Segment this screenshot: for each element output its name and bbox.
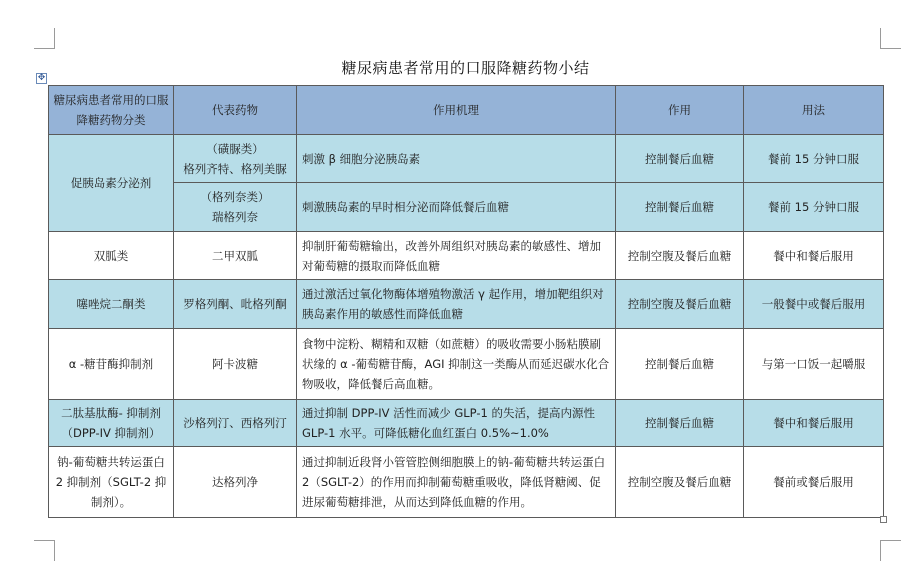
cell-effect: 控制餐后血糖	[616, 400, 744, 447]
cell-mechanism: 通过激活过氧化物酶体增殖物激活 γ 起作用，增加靶组织对胰岛素作用的敏感性而降低血糖	[297, 280, 616, 329]
cell-drugs: 二甲双胍	[174, 232, 297, 280]
cell-usage: 一般餐中或餐后服用	[744, 280, 884, 329]
cell-effect: 控制餐后血糖	[616, 329, 744, 400]
cell-effect: 控制餐后血糖	[616, 183, 744, 232]
cell-mechanism: 通过抑制 DPP-IV 活性而减少 GLP-1 的失活，提高内源性 GLP-1 水平。可降低糖化血红蛋白 0.5%~1.0%	[297, 400, 616, 447]
cell-effect: 控制餐后血糖	[616, 135, 744, 183]
cell-mechanism: 抑制肝葡萄糖输出，改善外周组织对胰岛素的敏感性、增加对葡萄糖的摄取而降低血糖	[297, 232, 616, 280]
header-effect: 作用	[616, 86, 744, 135]
crop-mark-top-left	[34, 28, 55, 49]
drugs-text: （格列奈类） 瑞格列奈	[200, 190, 270, 224]
drugs-text: （磺脲类） 格列齐特、格列美脲	[183, 141, 287, 176]
crop-mark-top-right	[880, 28, 901, 49]
cell-category: 双胍类	[49, 232, 174, 280]
table-move-handle-icon[interactable]: ✥	[37, 73, 46, 83]
table-row	[49, 400, 884, 447]
header-usage: 用法	[744, 86, 884, 135]
table-row	[49, 232, 884, 280]
cell-usage: 与第一口饭一起嚼服	[744, 329, 884, 400]
cell-mechanism: 通过抑制近段肾小管管腔侧细胞膜上的钠-葡萄糖共转运蛋白 2（SGLT-2）的作用而抑制葡萄糖重吸收，降低肾糖阈、促进尿葡萄糖排泄，从而达到降低血糖的作用。	[297, 447, 616, 518]
header-drugs: 代表药物	[174, 86, 297, 135]
cell-usage: 餐前或餐后服用	[744, 447, 884, 518]
cell-drugs: 沙格列汀、西格列汀	[174, 400, 297, 447]
drug-summary-table	[48, 85, 884, 518]
cell-drugs: 阿卡波糖	[174, 329, 297, 400]
cell-drugs: 达格列净	[174, 447, 297, 518]
cell-effect: 控制空腹及餐后血糖	[616, 447, 744, 518]
cell-usage: 餐前 15 分钟口服	[744, 183, 884, 232]
cell-mechanism: 刺激胰岛素的早时相分泌而降低餐后血糖	[297, 183, 616, 232]
header-mechanism: 作用机理	[297, 86, 616, 135]
table-row	[49, 447, 884, 518]
table-row	[49, 280, 884, 329]
cell-effect: 控制空腹及餐后血糖	[616, 232, 744, 280]
crop-mark-bottom-right	[880, 540, 901, 561]
cell-drugs	[174, 135, 297, 183]
cell-drugs: 罗格列酮、吡格列酮	[174, 280, 297, 329]
cell-mechanism: 刺激 β 细胞分泌胰岛素	[297, 135, 616, 183]
cell-mechanism: 食物中淀粉、糊精和双糖（如蔗糖）的吸收需要小肠粘膜刷状缘的 α -葡萄糖苷酶，AGI 抑制这一类酶从而延迟碳水化合物吸收，降低餐后高血糖。	[297, 329, 616, 400]
table-row	[49, 183, 884, 232]
table-resize-handle-icon[interactable]	[880, 516, 887, 523]
table-row	[49, 329, 884, 400]
header-category: 糖尿病患者常用的口服降糖药物分类	[49, 86, 174, 135]
cell-category: α -糖苷酶抑制剂	[49, 329, 174, 400]
cell-category: 噻唑烷二酮类	[49, 280, 174, 329]
table-row	[49, 135, 884, 183]
cell-usage: 餐前 15 分钟口服	[744, 135, 884, 183]
cell-category: 二肽基肽酶- 抑制剂（DPP-IV 抑制剂）	[49, 400, 174, 447]
cell-drugs	[174, 183, 297, 232]
cell-usage: 餐中和餐后服用	[744, 232, 884, 280]
document-title: 糖尿病患者常用的口服降糖药物小结	[341, 59, 590, 77]
table-header-row	[49, 86, 884, 135]
crop-mark-bottom-left	[34, 540, 55, 561]
cell-usage: 餐中和餐后服用	[744, 400, 884, 447]
cell-category: 钠-葡萄糖共转运蛋白 2 抑制剂（SGLT-2 抑制剂）。	[49, 447, 174, 518]
cell-effect: 控制空腹及餐后血糖	[616, 280, 744, 329]
cell-category: 促胰岛素分泌剂	[49, 135, 174, 232]
